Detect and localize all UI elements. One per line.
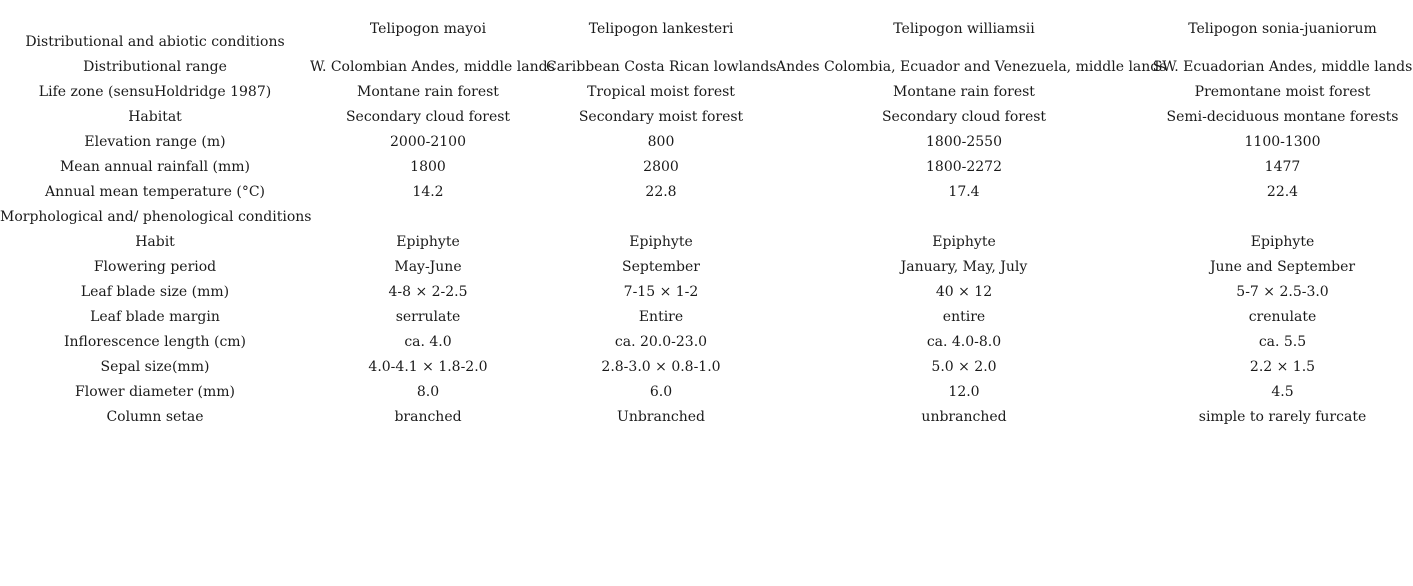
- table-cell: ca. 4.0: [404, 334, 452, 350]
- table-cell: Secondary cloud forest: [345, 109, 511, 125]
- table-row: [0, 105, 1413, 130]
- table-cell: September: [622, 259, 700, 275]
- table-row: [0, 405, 1413, 430]
- table-cell: simple to rarely furcate: [1198, 409, 1367, 425]
- table-cell: Semi-deciduous montane forests: [1166, 109, 1399, 125]
- row-label: Leaf blade size (mm): [80, 284, 230, 300]
- table-cell: 1477: [1264, 159, 1301, 175]
- table-cell: SW. Ecuadorian Andes, middle lands: [1152, 59, 1413, 75]
- row-label: Life zone (sensuHoldridge 1987): [38, 84, 272, 100]
- table-cell: 1800-2272: [926, 159, 1002, 175]
- table-cell: 4-8 × 2-2.5: [388, 284, 468, 300]
- row-label: Flower diameter (mm): [75, 384, 235, 400]
- table-cell: Secondary moist forest: [578, 109, 744, 125]
- table-cell: W. Colombian Andes, middle lands: [310, 59, 555, 75]
- row-label: Habitat: [128, 109, 182, 125]
- table-cell: 2800: [643, 159, 679, 175]
- table-cell: Tropical moist forest: [587, 84, 735, 100]
- table-cell: ca. 20.0-23.0: [614, 334, 708, 350]
- table-cell: Caribbean Costa Rican lowlands: [546, 59, 777, 75]
- row-label: Elevation range (m): [84, 134, 226, 150]
- table-cell: [546, 205, 776, 230]
- table-cell: 5-7 × 2.5-3.0: [1236, 284, 1329, 300]
- table-cell: 4.5: [1271, 384, 1294, 400]
- table-row: [0, 305, 1413, 330]
- column-header-species-3: Telipogon williamsii: [893, 21, 1035, 37]
- row-label: Inflorescence length (cm): [63, 334, 247, 350]
- table-cell: May-June: [394, 259, 462, 275]
- table-cell: 40 × 12: [935, 284, 993, 300]
- section-row: [0, 205, 1413, 230]
- table-cell: Andes Colombia, Ecuador and Venezuela, middle lands: [776, 59, 1167, 75]
- row-label: Habit: [135, 234, 175, 250]
- row-label: Flowering period: [93, 259, 217, 275]
- table-cell: 14.2: [412, 184, 444, 200]
- column-header-species-2: Telipogon lankesteri: [588, 21, 734, 37]
- table-cell: 800: [647, 134, 675, 150]
- corner-header: Distributional and abiotic conditions: [25, 34, 285, 50]
- table-cell: ca. 5.5: [1258, 334, 1307, 350]
- table-cell: 22.8: [645, 184, 677, 200]
- row-label: Distributional range: [83, 59, 227, 75]
- row-label: Sepal size(mm): [100, 359, 210, 375]
- table-cell: Montane rain forest: [893, 84, 1035, 100]
- table-row: [0, 55, 1413, 80]
- row-label: Mean annual rainfall (mm): [59, 159, 251, 175]
- table-cell: January, May, July: [900, 259, 1028, 275]
- table-cell: [1152, 205, 1413, 230]
- table-cell: June and September: [1209, 259, 1356, 275]
- table-cell: 7-15 × 1-2: [623, 284, 699, 300]
- table-cell: [310, 205, 546, 230]
- table-cell: 12.0: [948, 384, 980, 400]
- table-cell: Secondary cloud forest: [881, 109, 1047, 125]
- table-cell: Epiphyte: [932, 234, 996, 250]
- table-cell: unbranched: [921, 409, 1007, 425]
- column-header-species-1: Telipogon mayoi: [369, 21, 487, 37]
- table-cell: Premontane moist forest: [1194, 84, 1371, 100]
- table-cell: 4.0-4.1 × 1.8-2.0: [368, 359, 488, 375]
- table-cell: Epiphyte: [1250, 234, 1315, 250]
- table-cell: 8.0: [416, 384, 440, 400]
- table-row: [0, 130, 1413, 155]
- table-cell: 1800: [410, 159, 446, 175]
- table-row: [0, 330, 1413, 355]
- table-cell: 1100-1300: [1244, 134, 1321, 150]
- table-row: [0, 230, 1413, 255]
- table-row: [0, 80, 1413, 105]
- table-cell: ca. 4.0-8.0: [926, 334, 1002, 350]
- table-cell: 5.0 × 2.0: [931, 359, 997, 375]
- table-cell: branched: [394, 409, 462, 425]
- table-cell: [776, 205, 1152, 230]
- table-cell: entire: [942, 309, 986, 325]
- table-cell: 2000-2100: [390, 134, 466, 150]
- table-cell: Unbranched: [617, 409, 705, 425]
- header-row: [0, 0, 1413, 55]
- table-row: [0, 155, 1413, 180]
- table-cell: Epiphyte: [396, 234, 460, 250]
- table-cell: 22.4: [1266, 184, 1299, 200]
- table-row: [0, 380, 1413, 405]
- row-label: Leaf blade margin: [90, 309, 220, 325]
- table-row: [0, 280, 1413, 305]
- row-label: Annual mean temperature (°C): [45, 184, 265, 200]
- table-cell: 17.4: [948, 184, 980, 200]
- table-cell: 2.2 × 1.5: [1249, 359, 1316, 375]
- section-label: Morphological and/ phenological conditions: [0, 209, 312, 225]
- table-row: [0, 355, 1413, 380]
- table-row: [0, 180, 1413, 205]
- table-cell: Montane rain forest: [357, 84, 499, 100]
- table-cell: Entire: [638, 309, 684, 325]
- table-cell: 1800-2550: [926, 134, 1002, 150]
- table-cell: Epiphyte: [629, 234, 693, 250]
- table-row: [0, 255, 1413, 280]
- table-cell: 6.0: [649, 384, 673, 400]
- table-cell: crenulate: [1248, 309, 1317, 325]
- column-header-species-4: Telipogon sonia-juaniorum: [1188, 21, 1377, 37]
- row-label: Column setae: [106, 409, 204, 425]
- table-cell: serrulate: [395, 309, 461, 325]
- table-cell: 2.8-3.0 × 0.8-1.0: [601, 359, 721, 375]
